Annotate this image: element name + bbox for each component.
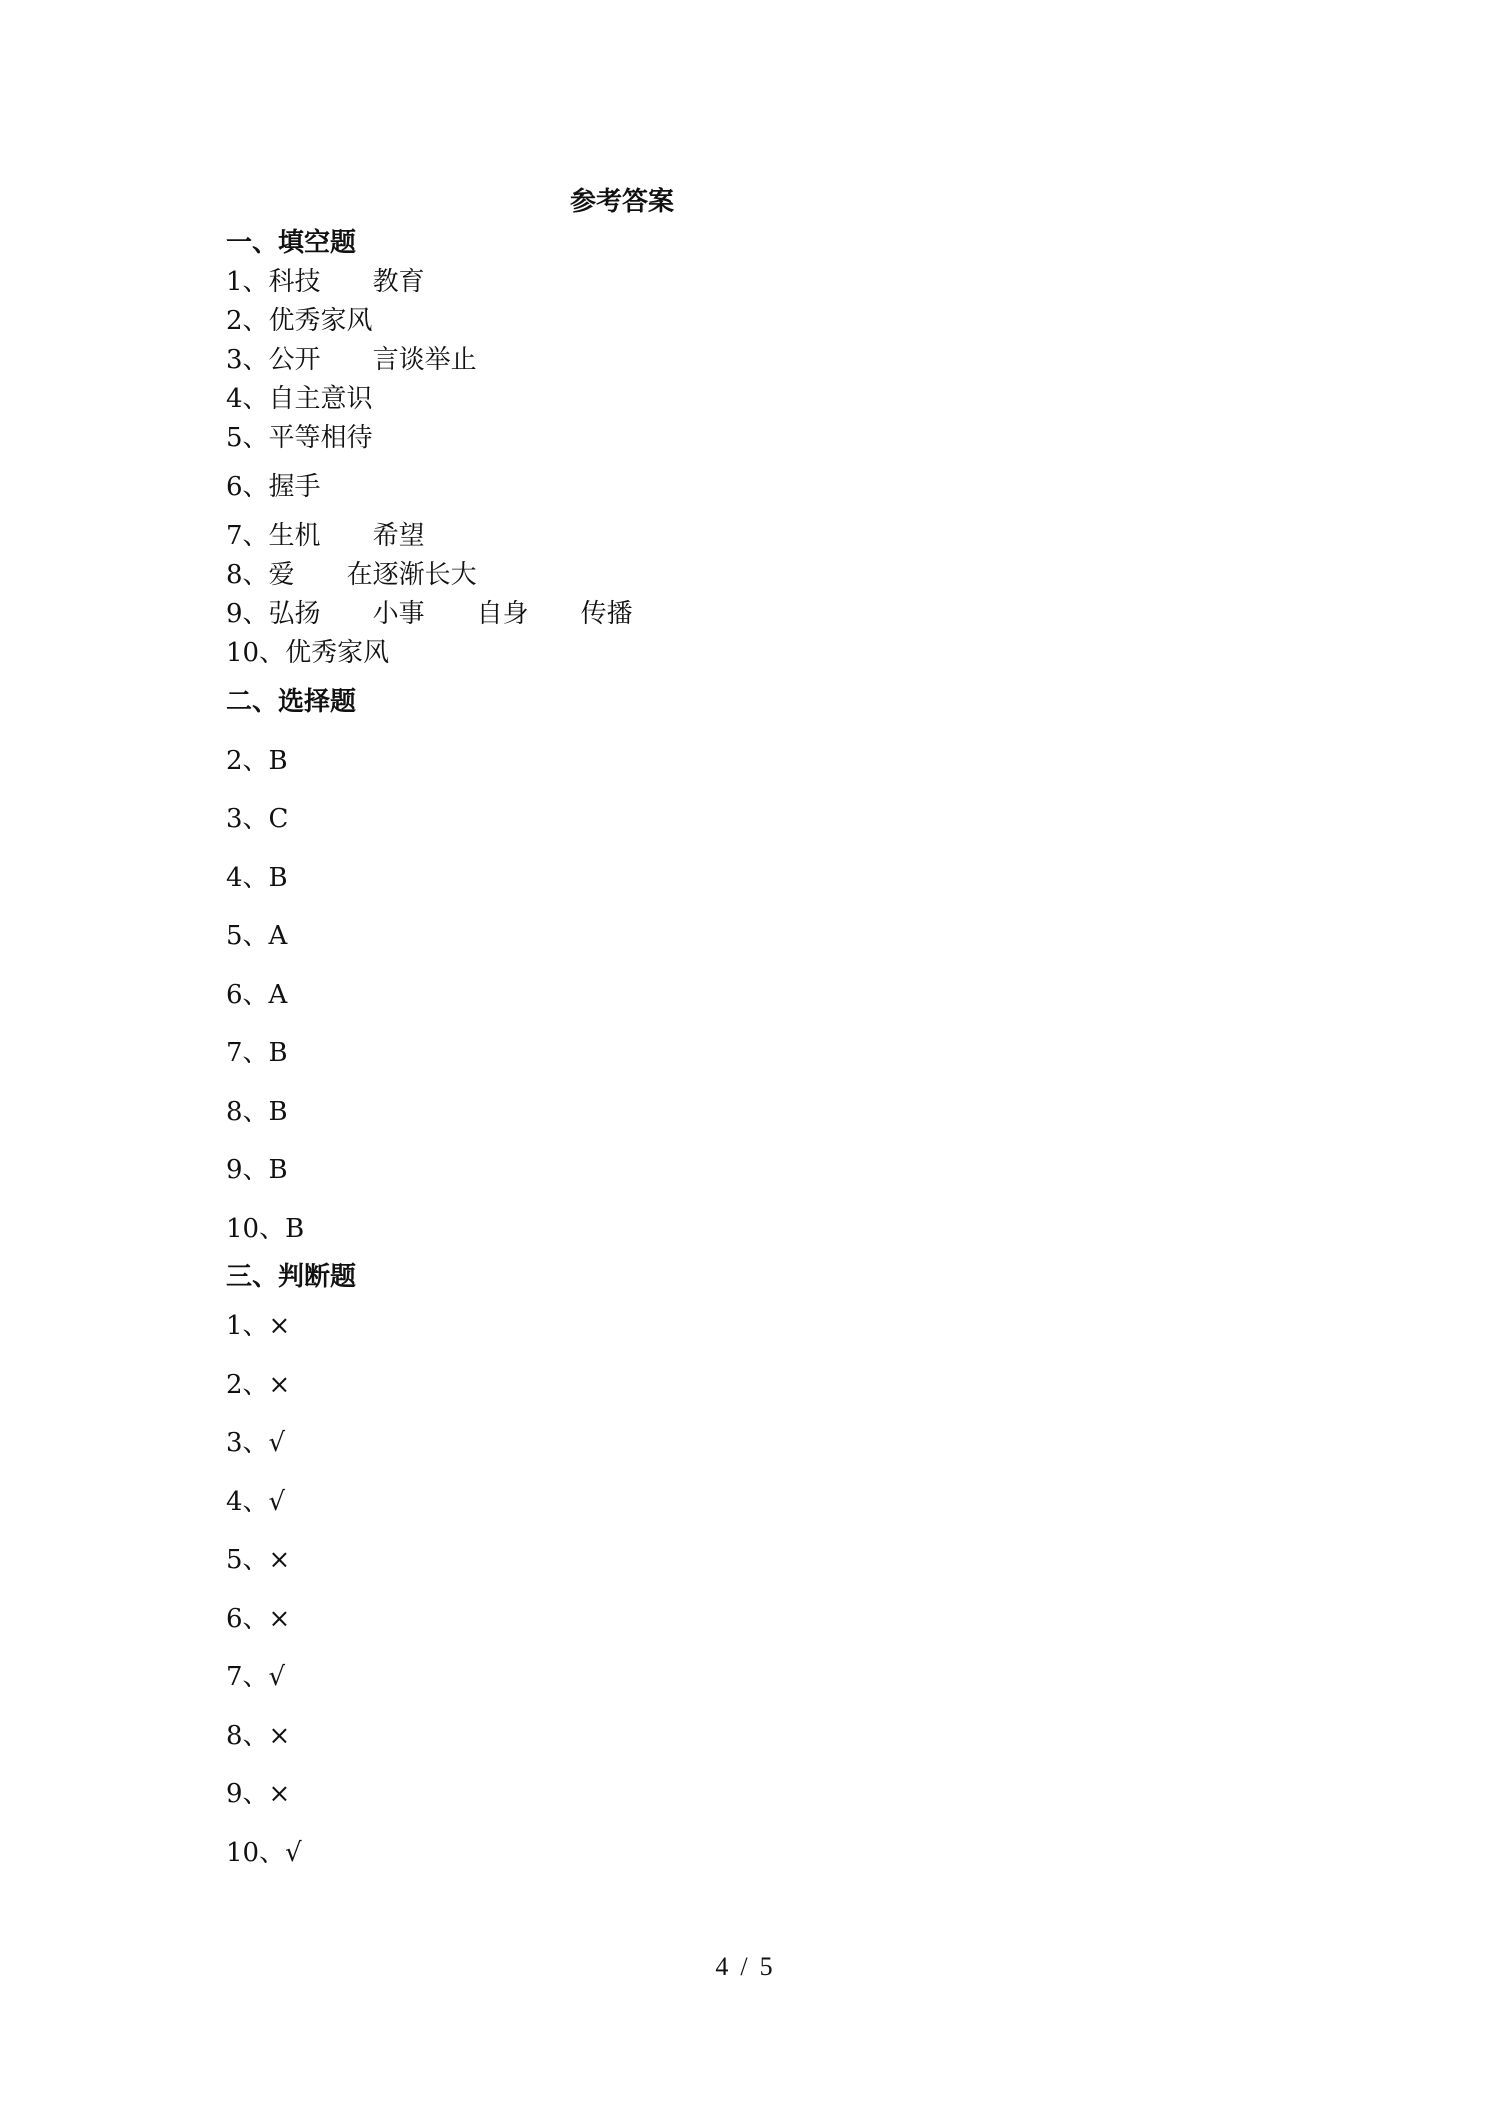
answer: × <box>268 1370 291 1400</box>
answer: B <box>285 1214 305 1244</box>
item-number: 2、 <box>226 306 269 336</box>
item-number: 2、 <box>226 1370 269 1400</box>
item-number: 9、 <box>226 599 269 629</box>
judge-item-5 <box>226 1539 290 1576</box>
judge-item-10 <box>226 1832 302 1869</box>
answer: 小事 <box>372 599 425 629</box>
answer: B <box>268 863 288 893</box>
choice-item-6 <box>226 974 287 1011</box>
answer: 握手 <box>268 472 321 502</box>
choice-item-3 <box>226 798 288 835</box>
answer: 优秀家风 <box>268 306 373 336</box>
judge-item-6 <box>226 1598 290 1635</box>
fill-item-6 <box>226 466 321 503</box>
answer: B <box>268 1038 288 1068</box>
answer: √ <box>285 1838 302 1868</box>
answer: B <box>268 746 288 776</box>
choice-item-5 <box>226 915 287 952</box>
item-number: 8、 <box>226 1097 269 1127</box>
judge-item-2 <box>226 1364 290 1401</box>
item-number: 7、 <box>226 1662 269 1692</box>
answer: A <box>268 921 288 951</box>
answer: C <box>268 804 289 834</box>
judge-item-9 <box>226 1773 290 1810</box>
answer: 在逐渐长大 <box>346 560 477 590</box>
answer: B <box>268 1155 288 1185</box>
item-number: 1、 <box>226 1311 269 1341</box>
page-title: 参考答案 <box>569 187 674 217</box>
section-heading-fill: 一、填空题 <box>226 228 357 258</box>
fill-item-4 <box>226 378 373 415</box>
answer: 自主意识 <box>268 384 373 414</box>
fill-item-3 <box>226 339 477 376</box>
item-number: 5、 <box>226 1545 269 1575</box>
item-number: 6、 <box>226 472 269 502</box>
answer: √ <box>268 1428 286 1458</box>
item-number: 6、 <box>226 980 269 1010</box>
answer: A <box>268 980 288 1010</box>
item-number: 3、 <box>226 1428 269 1458</box>
fill-item-8 <box>226 554 477 591</box>
section-heading-judge: 三、判断题 <box>226 1262 357 1292</box>
item-number: 8、 <box>226 1721 269 1751</box>
item-number: 9、 <box>226 1155 269 1185</box>
choice-item-8 <box>226 1091 288 1128</box>
item-number: 3、 <box>226 345 269 375</box>
answer: 希望 <box>372 521 425 551</box>
answer: 言谈举止 <box>372 345 477 375</box>
choice-item-4 <box>226 857 288 894</box>
fill-item-10 <box>226 632 389 669</box>
item-number: 7、 <box>226 1038 269 1068</box>
fill-item-7 <box>226 515 425 552</box>
judge-item-3 <box>226 1422 285 1459</box>
item-number: 9、 <box>226 1779 269 1809</box>
choice-item-2 <box>226 740 288 777</box>
answer: 生机 <box>268 521 321 551</box>
answer: × <box>268 1721 291 1751</box>
judge-item-7 <box>226 1656 285 1693</box>
fill-item-2 <box>226 300 373 337</box>
answer: × <box>268 1311 291 1341</box>
answer: × <box>268 1604 291 1634</box>
item-number: 10、 <box>226 1214 286 1244</box>
answer: √ <box>268 1487 286 1517</box>
choice-item-10 <box>226 1208 304 1245</box>
item-number: 10、 <box>226 1838 286 1868</box>
current-page: 4 <box>715 1952 729 1981</box>
judge-item-4 <box>226 1481 285 1518</box>
answer: 传播 <box>580 599 633 629</box>
judge-item-1 <box>226 1305 290 1342</box>
fill-item-9 <box>226 593 633 630</box>
page-number <box>0 1952 1488 1982</box>
item-number: 8、 <box>226 560 269 590</box>
total-pages: 5 <box>759 1952 773 1981</box>
section-heading-choice: 二、选择题 <box>226 687 357 717</box>
item-number: 4、 <box>226 1487 269 1517</box>
item-number: 5、 <box>226 921 269 951</box>
choice-item-7 <box>226 1032 288 1069</box>
page-separator: / <box>740 1952 748 1981</box>
answer: B <box>268 1097 288 1127</box>
answer: 科技 <box>268 267 321 297</box>
answer: 弘扬 <box>268 599 321 629</box>
fill-item-5 <box>226 417 373 454</box>
item-number: 6、 <box>226 1604 269 1634</box>
answer: 平等相待 <box>268 423 373 453</box>
item-number: 1、 <box>226 267 269 297</box>
judge-item-8 <box>226 1715 290 1752</box>
item-number: 4、 <box>226 384 269 414</box>
answer: 公开 <box>268 345 321 375</box>
item-number: 5、 <box>226 423 269 453</box>
item-number: 3、 <box>226 804 269 834</box>
item-number: 2、 <box>226 746 269 776</box>
item-number: 7、 <box>226 521 269 551</box>
answer: 教育 <box>372 267 425 297</box>
answer: × <box>268 1545 291 1575</box>
item-number: 10、 <box>226 638 286 668</box>
fill-item-1 <box>226 261 425 298</box>
answer: 爱 <box>268 560 295 590</box>
answer: 优秀家风 <box>285 638 390 668</box>
answer: × <box>268 1779 291 1809</box>
item-number: 4、 <box>226 863 269 893</box>
answer: 自身 <box>476 599 529 629</box>
choice-item-9 <box>226 1149 288 1186</box>
answer: √ <box>268 1662 286 1692</box>
